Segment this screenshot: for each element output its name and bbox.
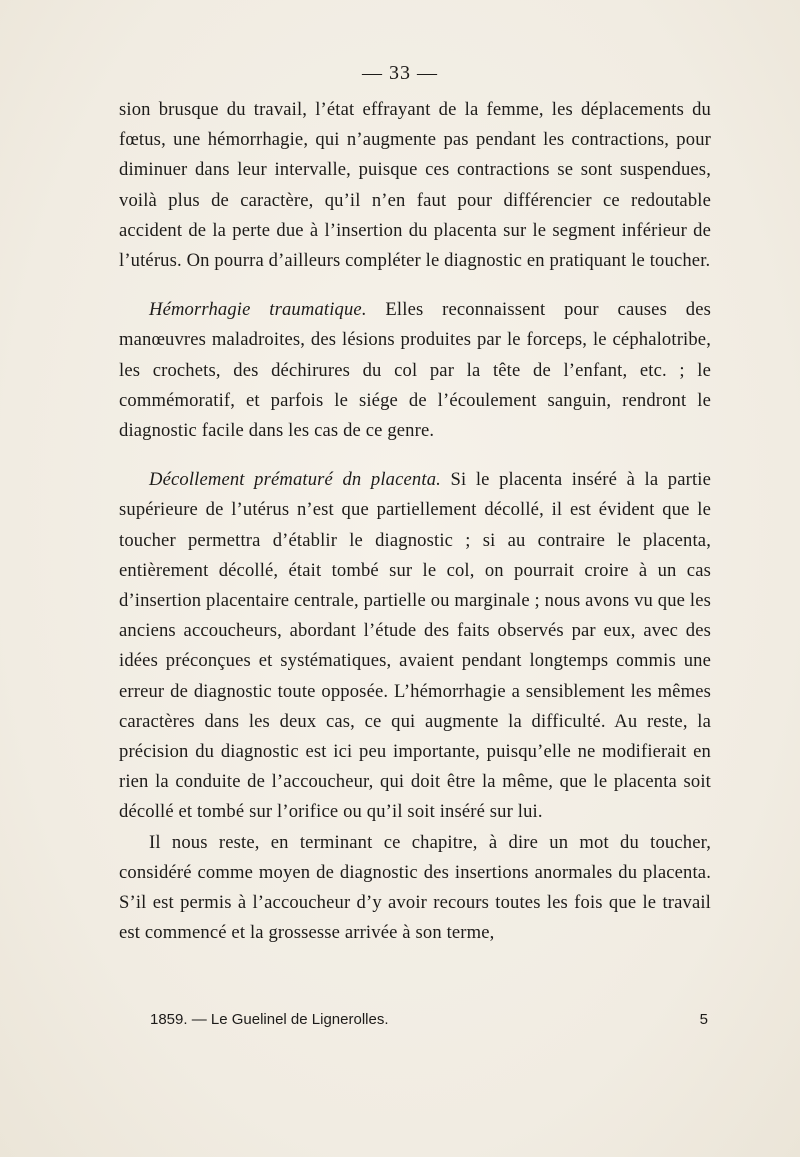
section-heading-decollement-premature: Décollement prématuré dn placenta.: [149, 469, 441, 491]
section-heading-hemorrhagie-traumatique: Hémorrhagie traumatique.: [149, 299, 367, 321]
body-text: [119, 95, 711, 948]
page-number: — 33 —: [362, 62, 438, 84]
paragraph-3-body: Si le placenta inséré à la partie supérieure de l’utérus n’est que partiellement décollé, il est évident que le toucher permettra d’établir le diagnostic ; si au contraire le placenta, entièrement décollé, était tombé sur le col, on pourrait croire à un cas d’insertion placentaire centrale, partielle ou marginale ; nous avons vu que les anciens accoucheurs, abordant l’étude des faits observés par eux, avec des idées préconçues et systématiques, avaient pendant longtemps commis une erreur de diagnostic toute opposée. L’hémorrhagie a sensiblement les mêmes caractères dans les deux cas, ce qui augmente la difficulté. Au reste, la précision du diagnostic est ici peu importante, puisqu’elle ne modifierait en rien la conduite de l’accoucheur, qui doit être la même, que le placenta soit décollé et tombé sur l’orifice ou qu’il soit inséré sur lui.: [119, 469, 711, 823]
paragraph-4: Il nous reste, en terminant ce chapitre, à dire un mot du toucher, considéré comme moyen de diagnostic des insertions anormales du placenta. S’il est permis à l’accoucheur d’y avoir recours toutes les fois que le travail est commencé et la grossesse arrivée à son terme,: [119, 831, 711, 944]
paragraph-2: [119, 295, 711, 446]
paragraph-1: sion brusque du travail, l’état effrayant de la femme, les déplacements du fœtus, une hémorrhagie, qui n’augmente pas pendant les contractions, pour diminuer dans leur intervalle, puisque ces contractions se sont suspendues, voilà plus de caractère, qu’il n’en faut pour différencier ce redoutable accident de la perte due à l’insertion du placenta sur le segment inférieur de l’utérus. On pourra d’ailleurs compléter le diagnostic en pratiquant le toucher.: [119, 99, 711, 272]
paragraph-2-body: Elles reconnaissent pour causes des manœuvres maladroites, des lésions produites par le forceps, le céphalotribe, les crochets, des déchirures du col par la tête de l’enfant, etc. ; le commémoratif, et parfois le siége de l’écoulement sanguin, rendront le diagnostic facile dans les cas de ce genre.: [119, 299, 711, 442]
sheet-number: 5: [699, 1011, 708, 1028]
signature-text: 1859. — Le Guelinel de Lignerolles.: [150, 1011, 389, 1028]
paragraph-3: [119, 465, 711, 827]
